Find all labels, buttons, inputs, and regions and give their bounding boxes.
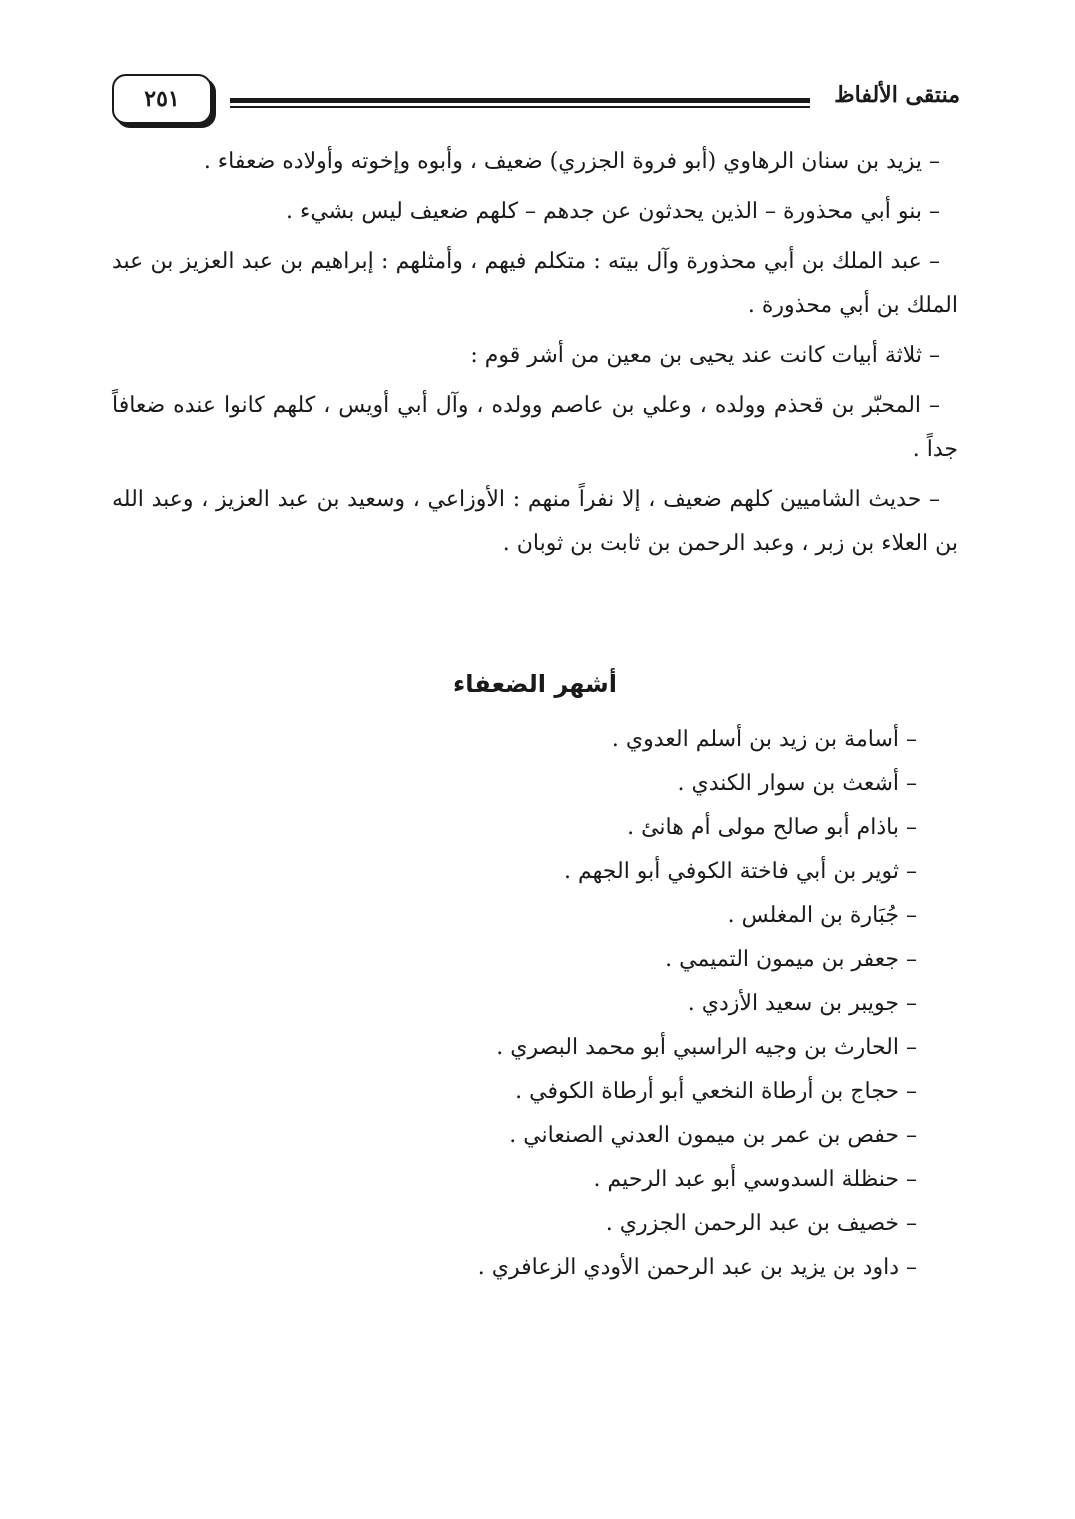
list-item: – باذام أبو صالح مولى أم هانئ . <box>627 815 917 840</box>
paragraph: – عبد الملك بن أبي محذورة وآل بيته : متكلم فيهم ، وأمثلهم : إبراهيم بن عبد العزيز بن عبد الملك بن أبي محذورة . <box>112 249 958 318</box>
paragraph: – المحبّر بن قحذم وولده ، وعلي بن عاصم وولده ، وآل أبي أويس ، كلهم كانوا عنده ضعافاً جداً . <box>112 393 958 462</box>
list-item: – جُبَارة بن المغلس . <box>727 903 917 928</box>
paragraph: – بنو أبي محذورة – الذين يحدثون عن جدهم – كلهم ضعيف ليس بشيء . <box>286 199 940 224</box>
section-title: أشهر الضعفاء <box>453 670 617 698</box>
paragraph: – يزيد بن سنان الرهاوي (أبو فروة الجزري) ضعيف ، وأبوه وإخوته وأولاده ضعفاء . <box>203 149 940 174</box>
list-item: – داود بن يزيد بن عبد الرحمن الأودي الزعافري . <box>477 1255 917 1280</box>
list-item: – جويبر بن سعيد الأزدي . <box>687 991 917 1016</box>
list-item: – الحارث بن وجيه الراسبي أبو محمد البصري . <box>496 1035 917 1060</box>
list-item: – حنظلة السدوسي أبو عبد الرحيم . <box>593 1167 917 1192</box>
list-item: – ثوير بن أبي فاختة الكوفي أبو الجهم . <box>564 859 917 884</box>
book-title: منتقى الألفاظ <box>834 82 960 108</box>
paragraph: – ثلاثة أبيات كانت عند يحيى بن معين من أشر قوم : <box>470 343 940 368</box>
header-rule-thin <box>230 106 810 108</box>
list-item: – أسامة بن زيد بن أسلم العدوي . <box>611 727 917 752</box>
list-item: – حفص بن عمر بن ميمون العدني الصنعاني . <box>509 1123 917 1148</box>
list-item: – حجاج بن أرطاة النخعي أبو أرطاة الكوفي . <box>515 1079 917 1104</box>
list-item: – جعفر بن ميمون التميمي . <box>665 947 917 972</box>
list-item: – خصيف بن عبد الرحمن الجزري . <box>605 1211 917 1236</box>
page-number: ٢٥١ <box>144 86 180 112</box>
page-header <box>112 72 960 128</box>
page-number-box <box>112 74 212 124</box>
narrator-list <box>317 718 917 1290</box>
main-text <box>112 140 958 572</box>
list-item: – أشعث بن سوار الكندي . <box>677 771 917 796</box>
paragraph: – حديث الشاميين كلهم ضعيف ، إلا نفراً منهم : الأوزاعي ، وسعيد بن عبد العزيز ، وعبد الله بن العلاء بن زبر ، وعبد الرحمن بن ثابت بن ثوبان . <box>112 487 958 556</box>
header-rule-thick <box>230 98 810 103</box>
header-rule <box>230 98 810 110</box>
